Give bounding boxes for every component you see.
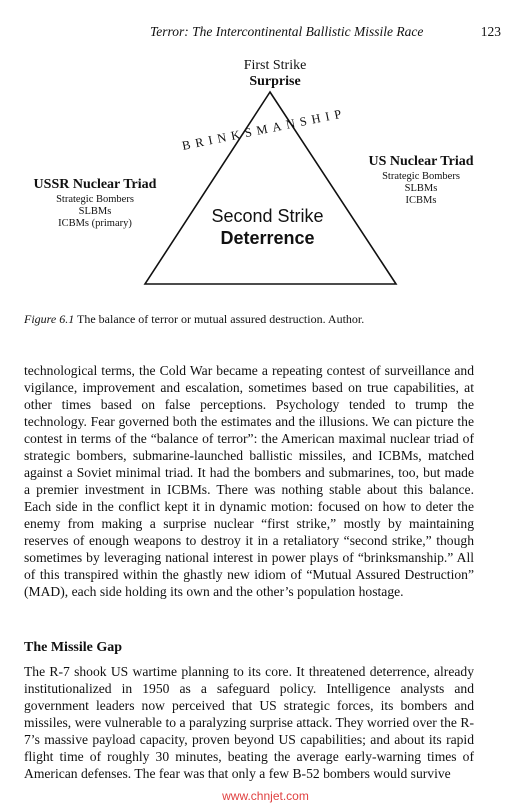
us-triad-heading: US Nuclear Triad <box>368 154 474 169</box>
us-item: ICBMs <box>405 195 437 206</box>
figure-number: Figure 6.1 <box>24 312 75 326</box>
figure-caption <box>24 312 364 327</box>
caption-text: The balance of terror or mutual assured destruction. Author. <box>74 312 365 326</box>
surprise-label: Surprise <box>249 74 301 89</box>
section-heading: The Missile Gap <box>24 640 123 655</box>
deterrence-label: Deterrence <box>220 228 315 248</box>
running-title: Terror: The Intercontinental Ballistic Missile Race <box>150 24 424 39</box>
ussr-item: ICBMs (primary) <box>58 218 132 229</box>
triangle-shape <box>145 92 396 284</box>
ussr-triad-heading: USSR Nuclear Triad <box>33 177 157 192</box>
second-strike-label: Second Strike <box>211 206 324 226</box>
brinksmanship-banner: BRINKSMANSHIP <box>180 105 348 153</box>
page-number: 123 <box>480 24 501 39</box>
body-paragraph: technological terms, the Cold War became a repeating contest of surveillance and vigilance, improvement and escalation, sometimes based on true capabilities, at other times based on false perceptions. Psychology tended to trump the technology. Fear governed both the estimates and the illusions. We can picture the contest in terms of the “balance of terror”: the American maximal nuclear triad of strategic bombers, submarine-launched ballistic missiles, and ICBMs, matched against a Soviet minimal triad. It had the bombers and submarines, too, but made a premier investment in ICBMs. There was nothing stable about this balance. Each side in the conflict kept it in dynamic motion: focused on how to deter the enemy from making a surprise nuclear “first strike,” mostly by maintaining reserves of enough weapons to destroy it in a retaliatory “second strike,” though sometimes by leveraging national interest in power plays of “brinksmanship.” All of this transpired within the ghastly new idiom of “Mutual Assured Destruction” (MAD), each side holding its own and the other’s population hostage. <box>24 363 474 599</box>
us-item: Strategic Bombers <box>382 171 460 182</box>
us-item: SLBMs <box>404 183 438 194</box>
body-paragraph: The R-7 shook US wartime planning to its core. It threatened deterrence, already institutionalized in 1950 as a safeguard policy. Intelligence analysts and government leaders now perceived that US strategic forces, its bombers and missiles, were vulnerable to a paralyzing surprise attack. They worried over the R-7’s massive payload capacity, proven beyond US capabilities; and about its rapid flight time of roughly 30 minutes, beating the average early-warning times of American defenses. The fear was that only a few B-52 bombers would survive <box>24 664 474 781</box>
balance-of-terror-diagram <box>0 50 531 310</box>
ussr-item: SLBMs <box>78 206 112 217</box>
first-strike-label: First Strike <box>243 58 307 73</box>
ussr-item: Strategic Bombers <box>56 194 134 205</box>
watermark-text: www.chnjet.com <box>222 789 309 803</box>
